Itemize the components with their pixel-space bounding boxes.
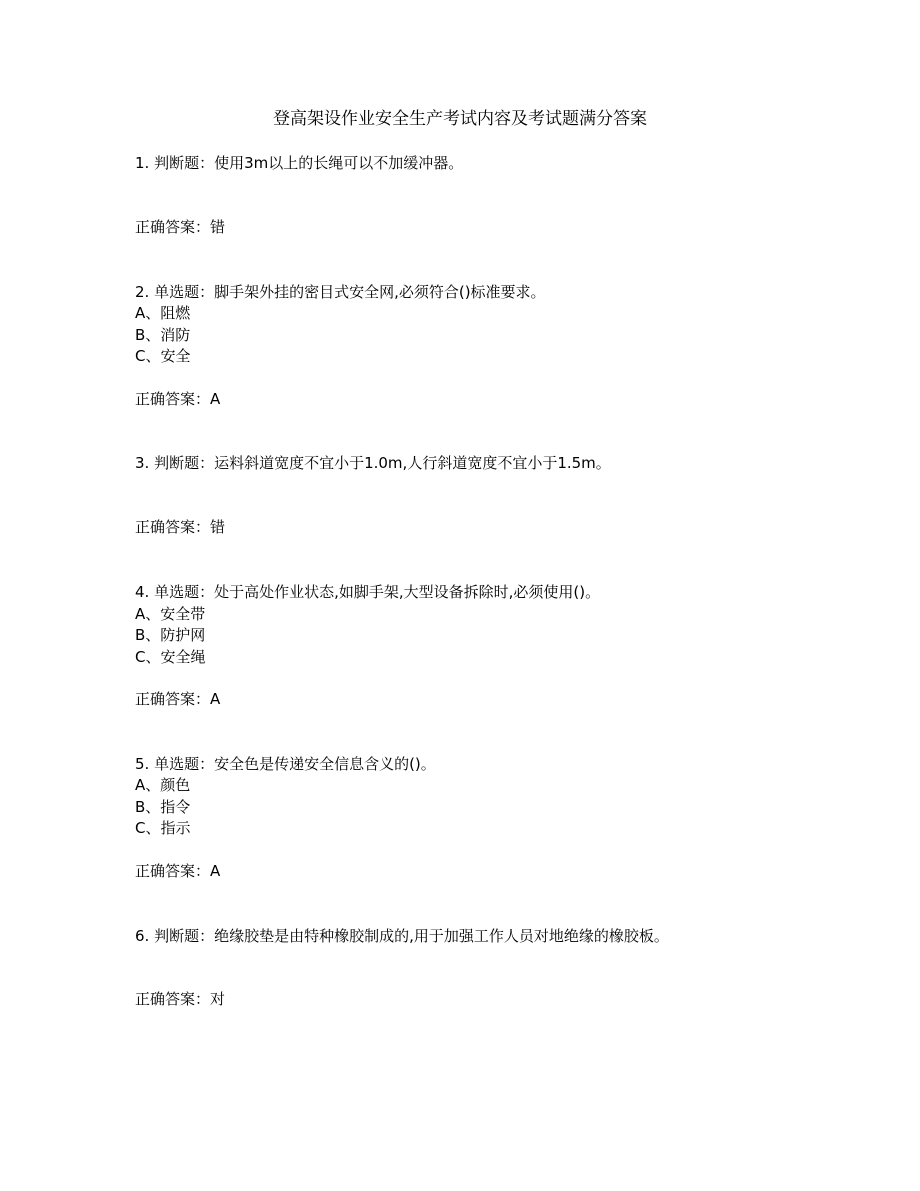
question-2-stem: 2. 单选题：脚手架外挂的密目式安全网,必须符合()标准要求。 <box>135 283 546 301</box>
question-5-option-c: C、指示 <box>135 819 191 837</box>
document-title: 登高架设作业安全生产考试内容及考试题满分答案 <box>273 109 647 129</box>
question-5-answer: 正确答案：A <box>135 862 221 880</box>
question-4-option-b: B、防护网 <box>135 626 206 644</box>
question-5-option-b: B、指令 <box>135 798 191 816</box>
question-3-answer: 正确答案：错 <box>135 518 226 536</box>
question-2-option-a: A、阻燃 <box>135 304 191 322</box>
question-4-stem: 4. 单选题：处于高处作业状态,如脚手架,大型设备拆除时,必须使用()。 <box>135 583 601 601</box>
question-2-option-b: B、消防 <box>135 326 191 344</box>
question-4-answer: 正确答案：A <box>135 690 221 708</box>
question-5-stem: 5. 单选题：安全色是传递安全信息含义的()。 <box>135 755 436 773</box>
question-1-answer: 正确答案：错 <box>135 218 226 236</box>
question-6-answer: 正确答案：对 <box>135 990 226 1008</box>
question-6-stem: 6. 判断题：绝缘胶垫是由特种橡胶制成的,用于加强工作人员对地绝缘的橡胶板。 <box>135 927 669 945</box>
question-3-stem: 3. 判断题：运料斜道宽度不宜小于1.0m,人行斜道宽度不宜小于1.5m。 <box>135 454 611 472</box>
question-5-option-a: A、颜色 <box>135 776 191 794</box>
question-4-option-c: C、安全绳 <box>135 648 206 666</box>
question-2-option-c: C、安全 <box>135 347 191 365</box>
question-2-answer: 正确答案：A <box>135 390 221 408</box>
question-4-option-a: A、安全带 <box>135 605 206 623</box>
question-1-stem: 1. 判断题：使用3m以上的长绳可以不加缓冲器。 <box>135 154 464 172</box>
